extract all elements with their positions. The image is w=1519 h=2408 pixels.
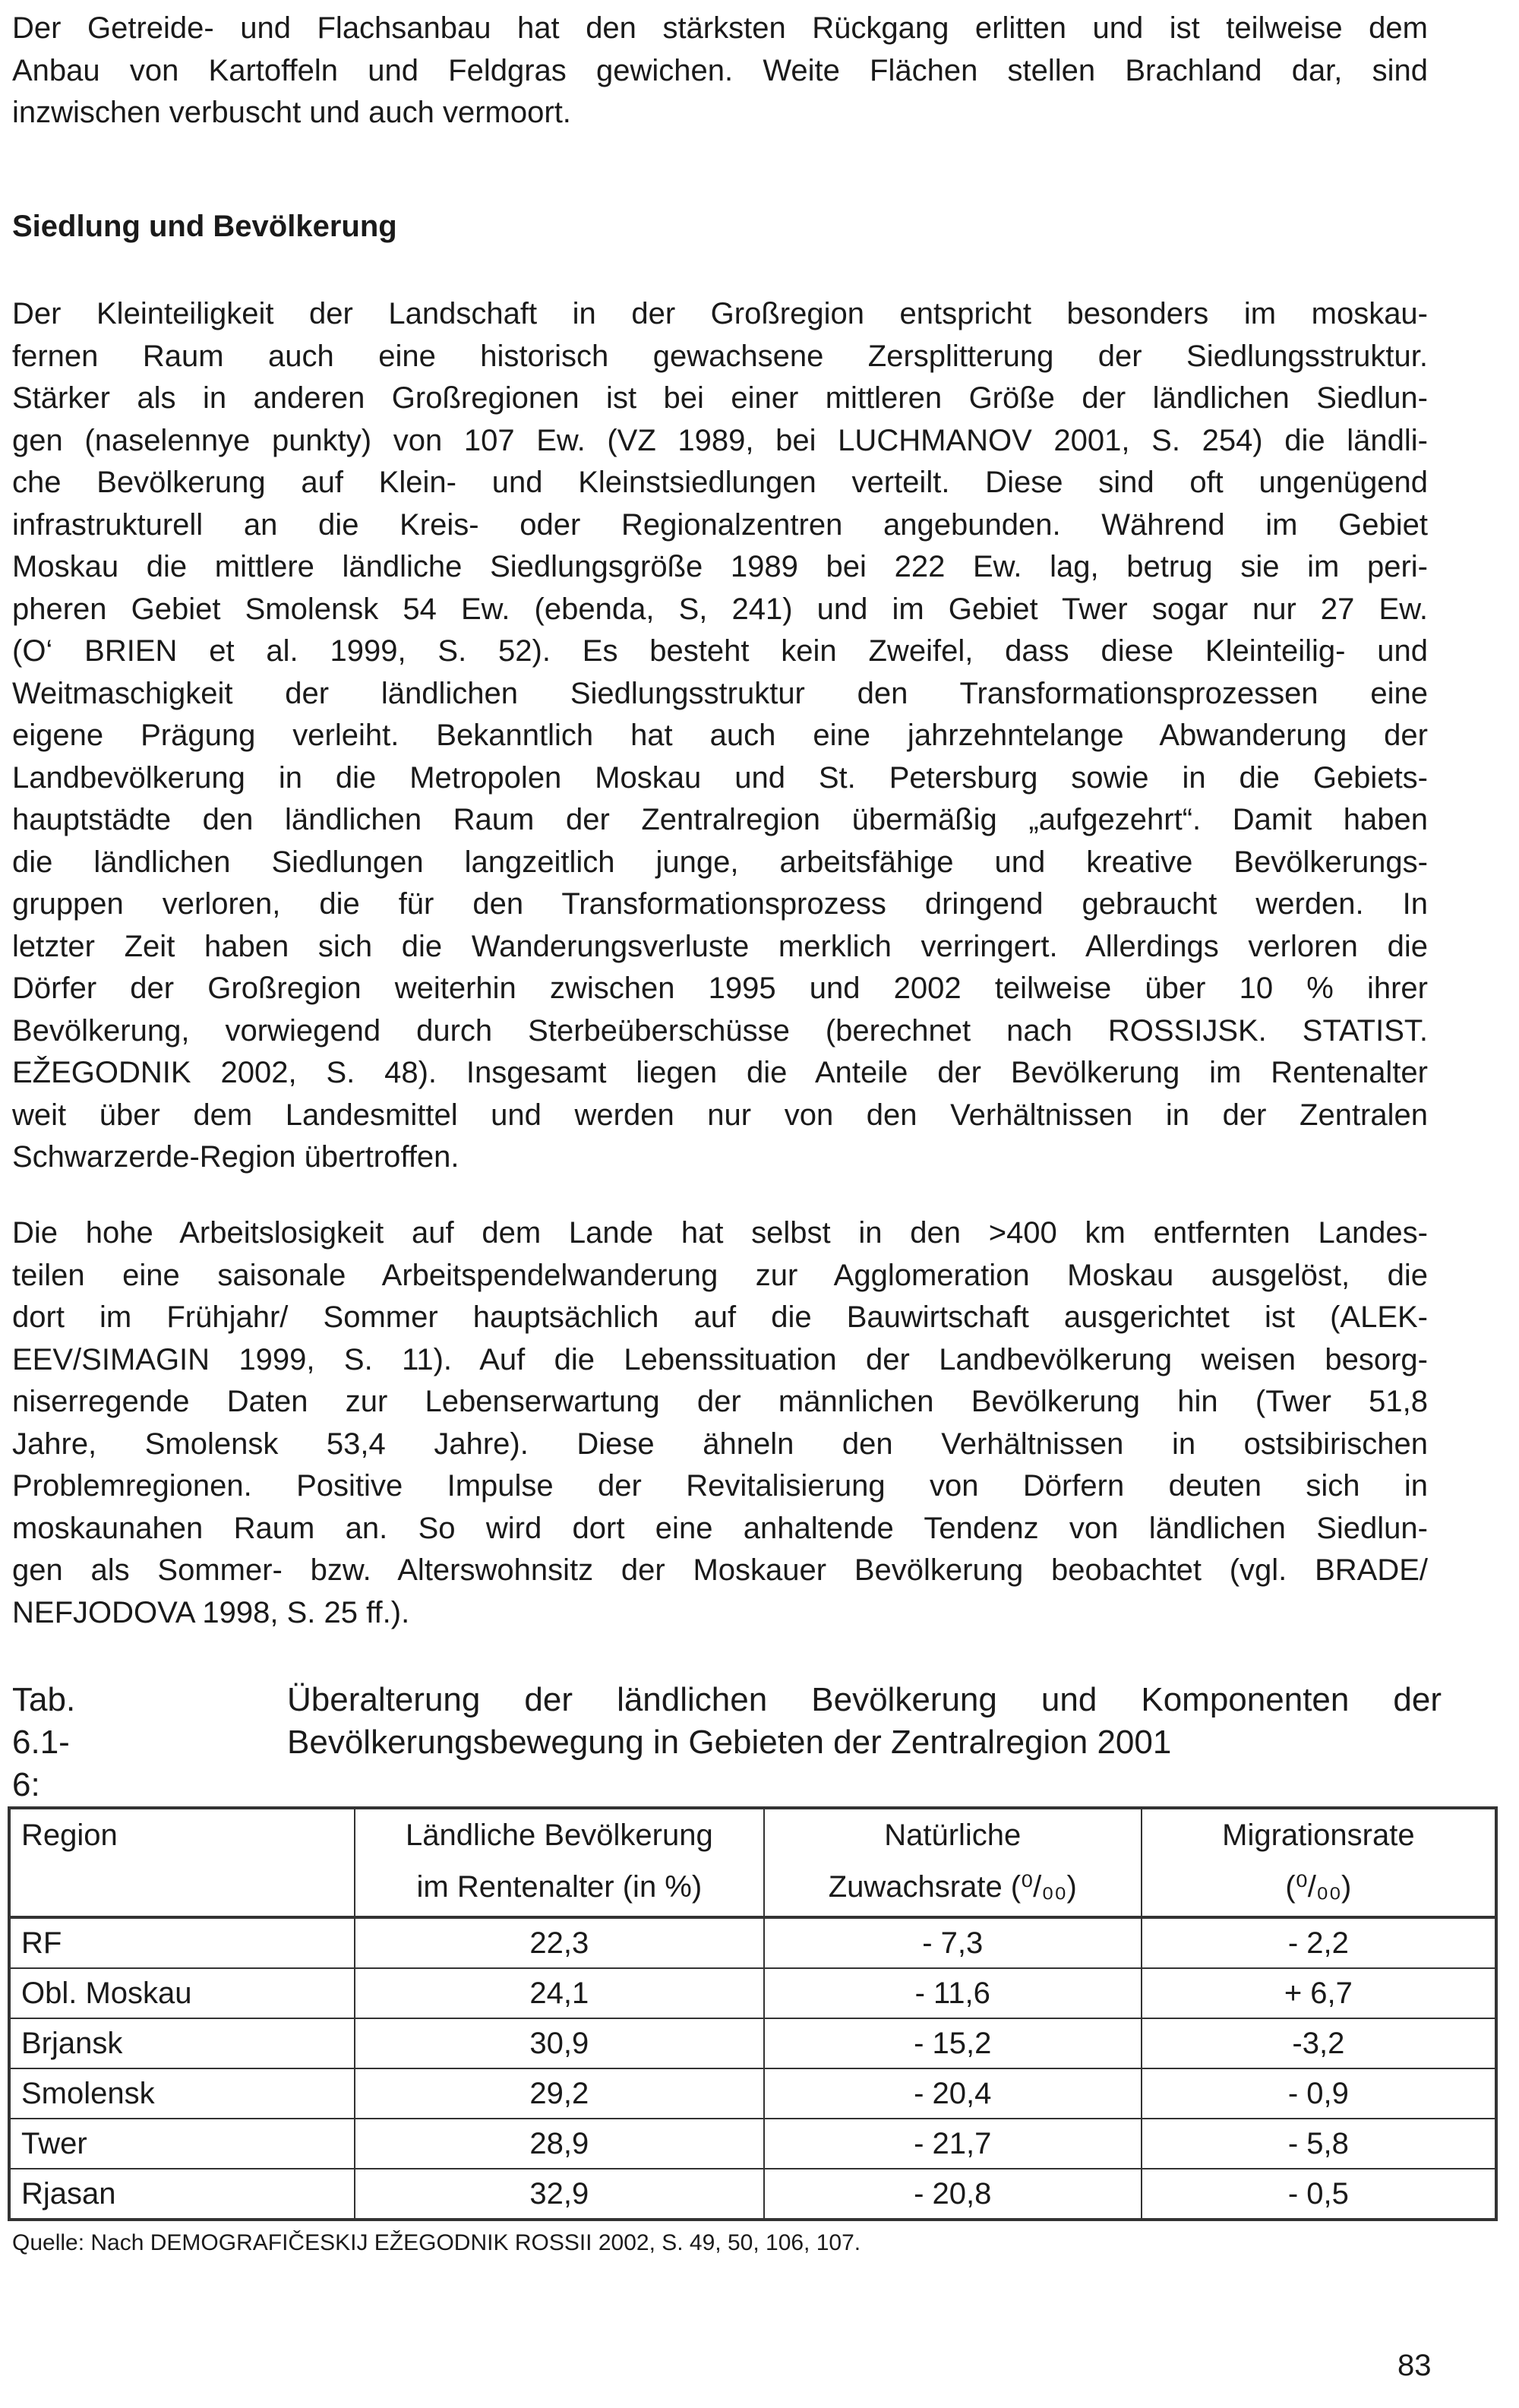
table-row: [9, 1917, 1496, 1968]
value-cell: - 21,7: [764, 2119, 1142, 2169]
text-line: (O‘ BRIEN et al. 1999, S. 52). Es besteht kein Zweifel, dass diese Kleinteilig- und: [12, 634, 1428, 668]
text-line: Die hohe Arbeitslosigkeit auf dem Lande hat selbst in den >400 km entfernten Landes-: [12, 1216, 1428, 1250]
table-row: [9, 2119, 1496, 2169]
text-line: Der Kleinteiligkeit der Landschaft in der Großregion entspricht besonders im moskau-: [12, 297, 1428, 330]
page-number: 83: [1397, 2349, 1432, 2382]
text-line: Problemregionen. Positive Impulse der Revitalisierung von Dörfern deuten sich in: [12, 1469, 1428, 1503]
paragraph-1: [12, 8, 1428, 134]
value-cell: - 20,8: [764, 2169, 1142, 2220]
value-cell: - 0,9: [1142, 2068, 1496, 2119]
text-line: eigene Prägung verleiht. Bekanntlich hat auch eine jahrzehntelange Abwanderung der: [12, 719, 1428, 752]
text-line: che Bevölkerung auf Klein- und Kleinstsiedlungen verteilt. Diese sind oft ungenügend: [12, 466, 1428, 499]
text-line: dort im Frühjahr/ Sommer hauptsächlich auf die Bauwirtschaft ausgerichtet ist (ALEK-: [12, 1300, 1428, 1334]
value-cell: - 15,2: [764, 2018, 1142, 2068]
text-line: gruppen verloren, die für den Transformationsprozess dringend gebraucht werden. In: [12, 887, 1428, 921]
paragraph-2: [12, 293, 1428, 1179]
column-header: Region: [9, 1808, 355, 1917]
value-cell: 22,3: [355, 1917, 764, 1968]
region-cell: RF: [9, 1917, 355, 1968]
region-cell: Smolensk: [9, 2068, 355, 2119]
table-header-row: [9, 1808, 1496, 1917]
table-source-note: Quelle: Nach DEMOGRAFIČESKIJ EŽEGODNIK ROSSII 2002, S. 49, 50, 106, 107.: [12, 2230, 861, 2255]
table-row: [9, 2018, 1496, 2068]
data-table: [8, 1806, 1498, 2221]
value-cell: 30,9: [355, 2018, 764, 2068]
text-line: Moskau die mittlere ländliche Siedlungsgröße 1989 bei 222 Ew. lag, betrug sie im peri-: [12, 550, 1428, 583]
text-line: inzwischen verbuscht und auch vermoort.: [12, 96, 571, 129]
value-cell: 28,9: [355, 2119, 764, 2169]
text-line: gen als Sommer- bzw. Alterswohnsitz der Moskauer Bevölkerung beobachtet (vgl. BRADE/: [12, 1553, 1428, 1587]
section-heading: Siedlung und Bevölkerung: [12, 210, 397, 243]
text-line: fernen Raum auch eine historisch gewachsene Zersplitterung der Siedlungsstruktur.: [12, 339, 1428, 373]
text-line: EEV/SIMAGIN 1999, S. 11). Auf die Lebenssituation der Landbevölkerung weisen besorg-: [12, 1342, 1428, 1376]
region-cell: Rjasan: [9, 2169, 355, 2220]
value-cell: - 11,6: [764, 1968, 1142, 2018]
table-row: [9, 2169, 1496, 2220]
value-cell: -3,2: [1142, 2018, 1496, 2068]
text-line: teilen eine saisonale Arbeitspendelwanderung zur Agglomeration Moskau ausgelöst, die: [12, 1258, 1428, 1292]
value-cell: - 2,2: [1142, 1917, 1496, 1968]
value-cell: - 0,5: [1142, 2169, 1496, 2220]
table-caption-line: Bevölkerungsbewegung in Gebieten der Zentralregion 2001: [287, 1724, 1172, 1761]
text-line: EŽEGODNIK 2002, S. 48). Insgesamt liegen die Anteile der Bevölkerung im Rentenalter: [12, 1056, 1428, 1089]
table-row: [9, 1968, 1496, 2018]
value-cell: - 5,8: [1142, 2119, 1496, 2169]
column-header: Natürliche Zuwachsrate (⁰/₀₀): [764, 1808, 1142, 1917]
text-line: Landbevölkerung in die Metropolen Moskau und St. Petersburg sowie in die Gebiets-: [12, 760, 1428, 795]
text-line: die ländlichen Siedlungen langzeitlich junge, arbeitsfähige und kreative Bevölkerungs-: [12, 845, 1428, 879]
region-cell: Brjansk: [9, 2018, 355, 2068]
text-line: gen (naselennye punkty) von 107 Ew. (VZ 1989, bei LUCHMANOV 2001, S. 254) die ländli-: [12, 423, 1428, 457]
text-line: hauptstädte den ländlichen Raum der Zentralregion übermäßig „aufgezehrt“. Damit haben: [12, 803, 1428, 836]
text-line: niserregende Daten zur Lebenserwartung der männlichen Bevölkerung hin (Twer 51,8: [12, 1385, 1428, 1418]
value-cell: - 7,3: [764, 1917, 1142, 1968]
text-line: NEFJODOVA 1998, S. 25 ff.).: [12, 1595, 410, 1629]
table-row: [9, 2068, 1496, 2119]
value-cell: - 20,4: [764, 2068, 1142, 2119]
text-line: infrastrukturell an die Kreis- oder Regionalzentren angebunden. Während im Gebiet: [12, 507, 1428, 542]
text-line: Der Getreide- und Flachsanbau hat den stärksten Rückgang erlitten und ist teilweise dem: [12, 11, 1428, 45]
paragraph-3: [12, 1212, 1428, 1634]
text-line: letzter Zeit haben sich die Wanderungsverluste merklich verringert. Allerdings verloren die: [12, 929, 1428, 963]
text-line: weit über dem Landesmittel und werden nur von den Verhältnissen in der Zentralen: [12, 1098, 1428, 1132]
table-caption-line: Überalterung der ländlichen Bevölkerung und Komponenten der: [287, 1681, 1442, 1718]
text-line: Schwarzerde-Region übertroffen.: [12, 1140, 459, 1174]
value-cell: + 6,7: [1142, 1968, 1496, 2018]
table-caption-label: Tab. 6.1-6:: [12, 1681, 76, 1803]
region-cell: Twer: [9, 2119, 355, 2169]
text-line: Bevölkerung, vorwiegend durch Sterbeüberschüsse (berechnet nach ROSSIJSK. STATIST.: [12, 1013, 1428, 1048]
text-line: Anbau von Kartoffeln und Feldgras gewichen. Weite Flächen stellen Brachland dar, sind: [12, 53, 1428, 87]
value-cell: 32,9: [355, 2169, 764, 2220]
region-cell: Obl. Moskau: [9, 1968, 355, 2018]
text-line: Weitmaschigkeit der ländlichen Siedlungsstruktur den Transformationsprozessen eine: [12, 676, 1428, 710]
text-line: Dörfer der Großregion weiterhin zwischen 1995 und 2002 teilweise über 10 % ihrer: [12, 972, 1428, 1005]
value-cell: 29,2: [355, 2068, 764, 2119]
column-header: Ländliche Bevölkerung im Rentenalter (in %): [355, 1808, 764, 1917]
text-line: moskaunahen Raum an. So wird dort eine anhaltende Tendenz von ländlichen Siedlun-: [12, 1511, 1428, 1545]
text-line: Jahre, Smolensk 53,4 Jahre). Diese ähneln den Verhältnissen in ostsibirischen: [12, 1427, 1428, 1461]
text-line: Stärker als in anderen Großregionen ist bei einer mittleren Größe der ländlichen Siedlun-: [12, 381, 1428, 415]
text-line: pheren Gebiet Smolensk 54 Ew. (ebenda, S, 241) und im Gebiet Twer sogar nur 27 Ew.: [12, 592, 1428, 626]
column-header: Migrationsrate (⁰/₀₀): [1142, 1808, 1496, 1917]
value-cell: 24,1: [355, 1968, 764, 2018]
